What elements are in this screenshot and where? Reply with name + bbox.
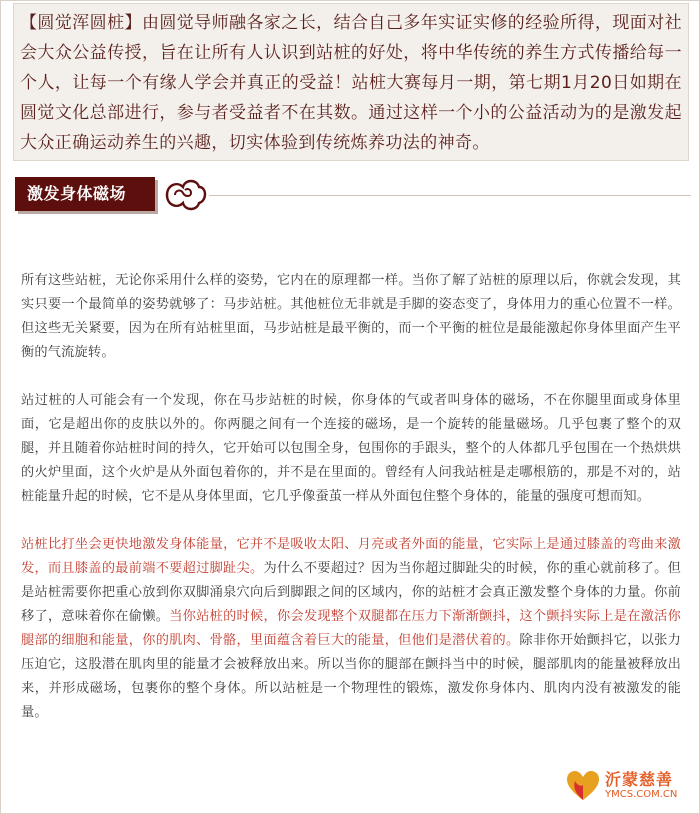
heart-logo-icon [565, 769, 601, 803]
intro-text: 【圆觉浑圆桩】由圆觉导师融各家之长，结合自己多年实证实修的经验所得，现面对社会大众公益传授，旨在让所有人认识到站桩的好处，将中华传统的养生方式传播给每一个人，让每一个有缘人学会并真正的受益！站桩大赛每月一期，第七期1月20日如期在圆觉文化总部进行，参与者受益者不在其数。通过这样一个小的公益活动为的是激发起大众正确运动养生的兴趣，切实体验到传统炼养功法的神奇。 [20, 13, 682, 153]
paragraph: 所有这些站桩，无论你采用什么样的姿势，它内在的原理都一样。当你了解了站桩的原理以后，你就会发现，其实只要一个最简单的姿势就够了：马步站桩。其他桩位无非就是手脚的姿态变了，身体用力的重心位置不一样。但这些无关紧要，因为在所有站桩里面，马步站桩是最平衡的，而一个平衡的桩位是最能激起你身体里面产生平衡的气流旋转。 [21, 273, 681, 360]
plain-text: 除非你开始颤抖它，以张力压迫它，这股潜在肌肉里的能量才会被释放出来。所以当你的腿部在颤抖当中的时候，腿部肌肉的能量被释放出来，并形成磁场，包裹你的整个身体。所以站桩是一个物理性的锻炼，激发你身体内、肌肉内没有被激发的能量。 [21, 633, 681, 720]
highlight-text: 当你站桩的时候，你会发现整个双腿都在压力下渐渐颤抖，这个颤抖实际上是在激活你腿部的细胞和能量，你的肌肉、骨骼，里面蕴含着巨大的能量，但他们是潜伏着的。 [21, 609, 681, 648]
paragraph-highlight [21, 533, 681, 725]
paragraph: 站过桩的人可能会有一个发现，你在马步站桩的时候，你身体的气或者叫身体的磁场，不在你腿里面或身体里面，它是超出你的皮肤以外的。你两腿之间有一个连接的磁场，是一个旋转的能量磁场。几乎包裹了整个的双腿，并且随着你站桩时间的持久，它开始可以包围全身，包围你的手跟头，整个的人体都几乎包围在一个热烘烘的火炉里面，这个火炉是从外面包着你的，并不是在里面的。曾经有人问我站桩是走哪根筋的，那是不对的，站桩能量升起的时候，它不是从身体里面，它几乎像蚕茧一样从外面包住整个身体的，能量的强度可想而知。 [21, 393, 681, 504]
watermark-logo [565, 767, 685, 807]
watermark-url: YMCS.COM.CN [605, 789, 678, 800]
section-header [15, 175, 691, 215]
cloud-ornament-icon [161, 175, 207, 215]
plain-text: 为什么不要超过？因为当你超过脚趾尖的时候，你的重心就前移了。但是站桩需要你把重心放到你双脚涌泉穴向后到脚跟之间的区域内，你的站桩才会真正激发整个身体的力量。你前移了，意味着你在偷懒。 [21, 561, 681, 624]
highlight-text: 站桩比打坐会更快地激发身体能量，它并不是吸收太阳、月亮或者外面的能量，它实际上是通过膝盖的弯曲来激发，而且膝盖的最前端不要超过脚趾尖。 [21, 537, 681, 576]
section-title: 激发身体磁场 [15, 177, 155, 211]
intro-box [13, 3, 689, 161]
article-content [21, 269, 681, 749]
section-divider [209, 195, 691, 196]
watermark-title: 沂蒙慈善 [605, 770, 674, 789]
